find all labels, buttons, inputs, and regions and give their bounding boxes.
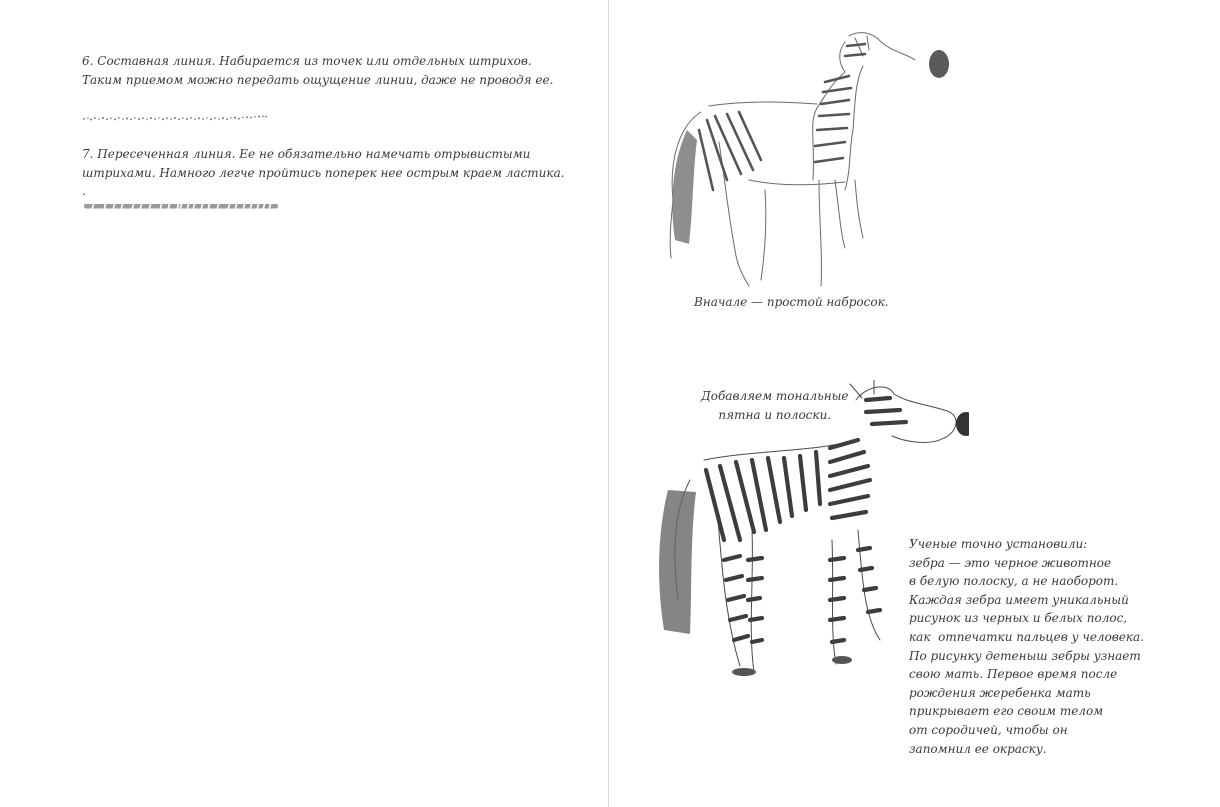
item-7-crossed-line-text: 7. Пересеченная линия. Ее не обязательно намечать отрывистыми штрихами. Намного легче пройтись поперек нее острым краем ластика. . [82, 147, 565, 198]
zebra-fact-text: Ученые точно установили: зебра — это черное животное в белую полоску, а не наоборот. Каждая зебра имеет уникальный рисунок из черных и белых полос, как отпечатки пальцев у человека. По рисунку детеныш зебры узнает свою мать. Первое время после рождения жеребенка мать прикрывает его своим телом от сородичей, чтобы он запомнил ее окраску. [909, 537, 1145, 756]
crossed-line-sample [82, 200, 280, 212]
caption-tonal-spots: Добавляем тональные пятна и полоски. [701, 389, 849, 422]
zebra-sketch-illustration [649, 30, 959, 292]
item-6-composite-line-text: 6. Составная линия. Набирается из точек или отдельных штрихов. Таким приемом можно передать ощущение линии, даже не проводя ее. [82, 54, 554, 87]
caption-sketch: Вначале — простой набросок. [694, 295, 889, 309]
right-page [609, 0, 1220, 807]
left-page [0, 0, 608, 807]
dotted-line-sample [82, 113, 268, 123]
